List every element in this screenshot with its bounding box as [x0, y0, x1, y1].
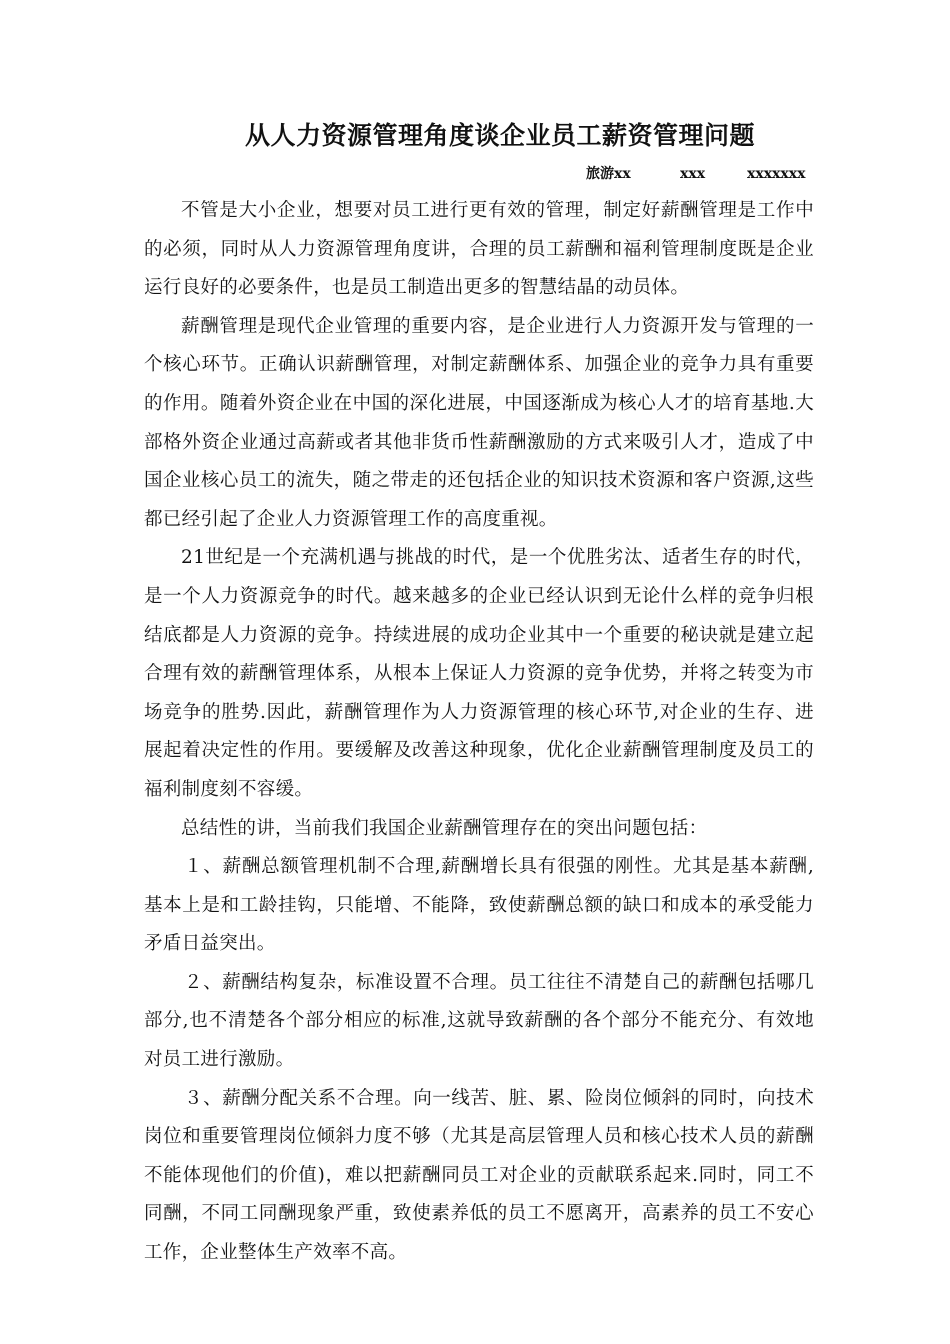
author-byline [586, 164, 805, 184]
document-title: 从人力资源管理角度谈企业员工薪资管理问题 [244, 121, 755, 150]
list-item-problem-2: ２、薪酬结构复杂，标准设置不合理。员工往往不清楚自己的薪酬包括哪几部分,也不清楚各个部分相应的标准,这就导致薪酬的各个部分不能充分、有效地对员工进行激励。 [144, 971, 814, 1071]
paragraph-summary: 总结性的讲，当前我们我国企业薪酬管理存在的突出问题包括： [181, 817, 708, 839]
byline-name: xxx [680, 166, 706, 182]
paragraph-intro: 不管是大小企业，想要对员工进行更有效的管理，制定好薪酬管理是工作中的必须，同时从人力资源管理角度讲，合理的员工薪酬和福利管理制度既是企业运行良好的必要条件，也是员工制造出更多的智慧结晶的动员体。 [144, 200, 814, 299]
list-item-problem-1: １、薪酬总额管理机制不合理,薪酬增长具有很强的刚性。尤其是基本薪酬,基本上是和工龄挂钩，只能增、不能降，致使薪酬总额的缺口和成本的承受能力矛盾日益突出。 [144, 856, 814, 955]
list-item-problem-3: ３、薪酬分配关系不合理。向一线苦、脏、累、险岗位倾斜的同时，向技术岗位和重要管理岗位倾斜力度不够（尤其是高层管理人员和核心技术人员的薪酬不能体现他们的价值)，难以把薪酬同员工对企业的贡献联系起来.同时，同工不同酬，不同工同酬现象严重，致使素养低的员工不愿离开，高素养的员工不安心工作，企业整体生产效率不高。 [144, 1087, 814, 1264]
paragraph-compensation-importance: 薪酬管理是现代企业管理的重要内容，是企业进行人力资源开发与管理的一个核心环节。正确认识薪酬管理，对制定薪酬体系、加强企业的竞争力具有重要的作用。随着外资企业在中国的深化进展，中国逐渐成为核心人才的培育基地.大部格外资企业通过高薪或者其他非货币性薪酬激励的方式来吸引人才，造成了中国企业核心员工的流失，随之带走的还包括企业的知识技术资源和客户资源,这些都已经引起了企业人力资源管理工作的高度重视。 [144, 315, 814, 530]
document-body [144, 192, 814, 1273]
byline-id: xxxxxxx [747, 166, 806, 182]
byline-class: 旅游xx [586, 166, 631, 182]
paragraph-21st-century: 21世纪是一个充满机遇与挑战的时代，是一个优胜劣汰、适者生存的时代，是一个人力资源竞争的时代。越来越多的企业已经认识到无论什么样的竞争归根结底都是人力资源的竞争。持续进展的成功企业其中一个重要的秘诀就是建立起合理有效的薪酬管理体系，从根本上保证人力资源的竞争优势，并将之转变为市场竞争的胜势.因此，薪酬管理作为人力资源管理的核心环节,对企业的生存、进展起着决定性的作用。要缓解及改善这种现象，优化企业薪酬管理制度及员工的福利制度刻不容缓。 [144, 547, 814, 800]
